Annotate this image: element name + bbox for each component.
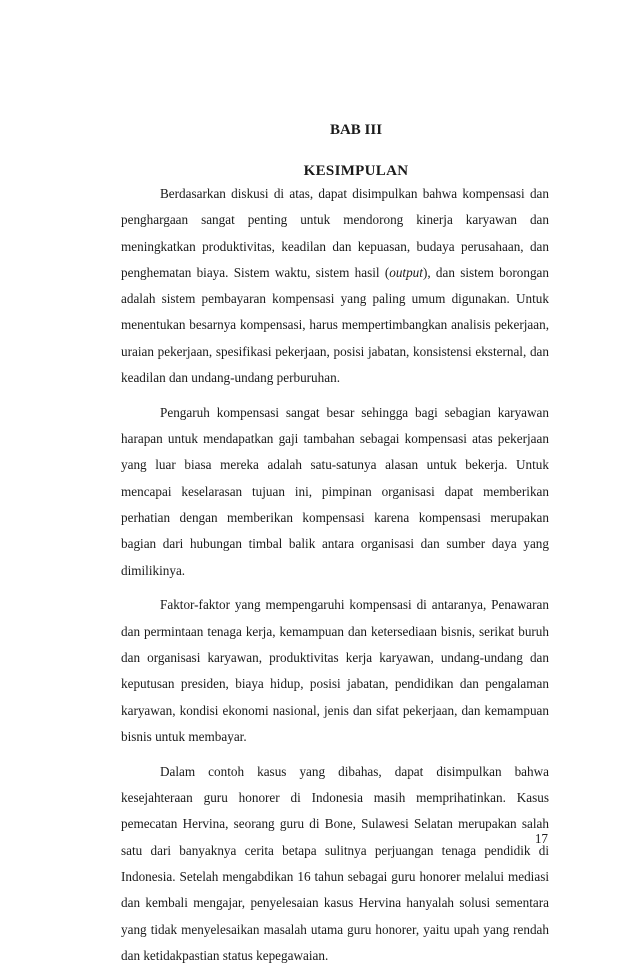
paragraph-2: Pengaruh kompensasi sangat besar sehingga bagi sebagian karyawan harapan untuk mendapatkan gaji tambahan sebagai kompensasi atas pekerjaan yang luar biasa mereka adalah satu-satunya alasan untuk bekerja. Untuk mencapai keselarasan tujuan ini, pimpinan organisasi dapat memberikan perhatian dengan memberikan kompensasi karena kompensasi merupakan bagian dari hubungan timbal balik antara organisasi dan sumber daya yang dimilikinya.	[121, 404, 549, 578]
paragraph-4: Dalam contoh kasus yang dibahas, dapat disimpulkan bahwa kesejahteraan guru honorer di Indonesia masih memprihatinkan. Kasus pemecatan Hervina, seorang guru di Bone, Sulawesi Selatan merupakan salah satu dari banyaknya cerita betapa sulitnya perjuangan tenaga pendidik di Indonesia. Setelah mengabdikan 16 tahun sebagai guru honorer melalui mediasi dan kembali mengajar, penyelesaian kasus Hervina hanyalah solusi sementara yang tidak menyelesaikan masalah utama guru honorer, yaitu upah yang rendah dan ketidakpastian status kepegawaian.	[121, 763, 549, 963]
paragraph-1-italic-term: output	[389, 264, 423, 280]
chapter-heading	[0, 120, 638, 181]
chapter-label: BAB III	[329, 122, 383, 138]
page-number: 17	[534, 831, 548, 846]
paragraph-1-part-1: Berdasarkan diskusi di atas, dapat disimpulkan bahwa kompensasi dan penghargaan sangat penting untuk mendorong kinerja karyawan dan meningkatkan produktivitas, keadilan dan kepuasan, budaya perusahaan, dan penghematan biaya. Sistem waktu, sistem hasil (	[121, 186, 549, 280]
paragraph-1	[121, 181, 549, 391]
chapter-title: KESIMPULAN	[303, 163, 409, 179]
paragraph-3: Faktor-faktor yang mempengaruhi kompensasi di antaranya, Penawaran dan permintaan tenaga kerja, kemampuan dan ketersediaan bisnis, serikat buruh dan organisasi karyawan, produktivitas kerja karyawan, undang-undang dan keputusan presiden, biaya hidup, posisi jabatan, pendidikan dan pengalaman karyawan, kondisi ekonomi nasional, jenis dan sifat pekerjaan, dan kemampuan bisnis untuk membayar.	[121, 597, 549, 744]
body-text	[121, 181, 549, 978]
paragraph-1-part-3: ), dan sistem borongan adalah sistem pembayaran kompensasi yang paling umum digunakan. Untuk menentukan besarnya kompensasi, harus mempertimbangkan analisis pekerjaan, uraian pekerjaan, spesifikasi pekerjaan, posisi jabatan, konsistensi eksternal, dan keadilan dan undang-undang perburuhan.	[121, 264, 549, 386]
